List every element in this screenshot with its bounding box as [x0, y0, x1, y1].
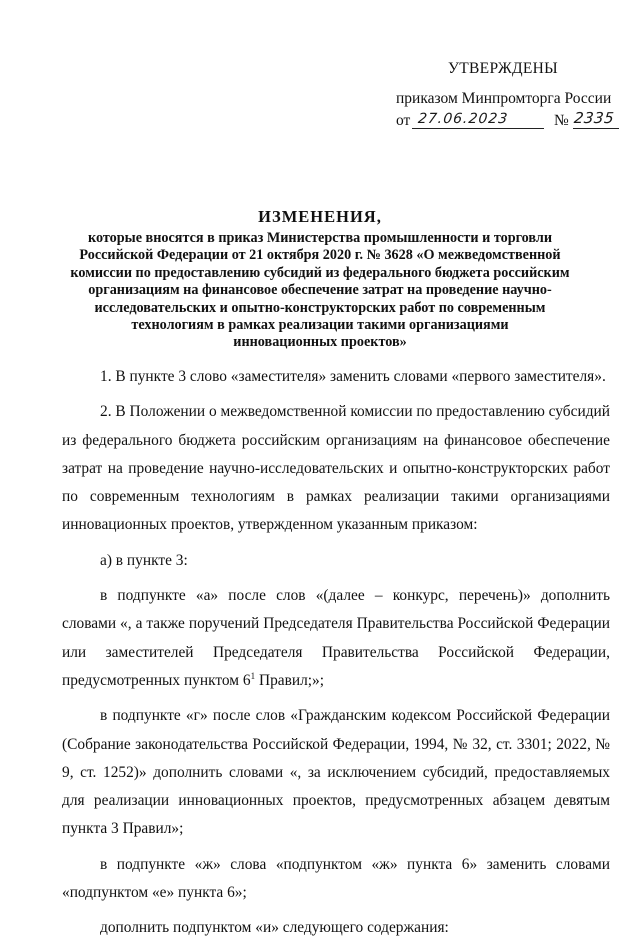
approval-number-label: № — [554, 112, 569, 129]
paragraph-subpoint-a — [62, 582, 610, 695]
approval-heading: УТВЕРЖДЕНЫ — [448, 60, 558, 77]
approval-from-label: от — [396, 112, 411, 129]
paragraph-subpoint-a-tail: Правил;»; — [255, 671, 325, 689]
subtitle-line: комиссии по предоставлению субсидий из федерального бюджета российским — [70, 264, 570, 281]
paragraph-sub-a: а) в пункте 3: — [100, 551, 188, 569]
subtitle-line: инновационных проектов» — [233, 334, 407, 351]
paragraph-item-2: 2. В Положении о межведомственной комиссии по предоставлению субсидий из федерального бюджета российским организациям на финансовое обеспечение затрат на проведение научно-исследовательских и опытно-конструкторских работ по современным технологиям в рамках реализации такими организациями инновационных проектов, утвержденном указанным приказом: — [62, 403, 610, 534]
subtitle-line: которые вносятся в приказ Министерства промышленности и торговли — [87, 230, 553, 246]
title-heading: ИЗМЕНЕНИЯ, — [258, 207, 382, 226]
paragraph-subpoint-zh: в подпункте «ж» слова «подпунктом «ж» пункта 6» заменить словами «подпунктом «е» пункта 6»; — [62, 855, 610, 902]
approval-date-number-line — [396, 110, 622, 134]
subtitle-line: технологиям в рамках реализации такими организациями — [131, 317, 509, 334]
title-subtitle — [50, 230, 590, 352]
subtitle-line: организациям на финансовое обеспечение затрат на проведение научно- — [88, 282, 552, 299]
paragraph-subpoint-i: дополнить подпунктом «и» следующего содержания: — [100, 919, 449, 937]
approval-date-handwritten: 27.06.2023 — [417, 111, 510, 127]
approval-order-line: приказом Минпромторга России — [396, 90, 612, 107]
approval-number-handwritten: 2335 — [573, 109, 616, 127]
paragraph-subpoint-g: в подпункте «г» после слов «Гражданским кодексом Российской Федерации (Собрание законодательства Российской Федерации, 1994, № 32, ст. 3301; 2022, № 9, ст. 1252)» дополнить словами «, за исключением субсидий, предоставляемых для реализации инновационных проектов, предусмотренных абзацем девятым пункта 3 Правил»; — [62, 707, 610, 838]
subtitle-line: Российской Федерации от 21 октября 2020 г. № 3628 «О межведомственной — [79, 247, 561, 264]
paragraph-item-1: 1. В пункте 3 слово «заместителя» заменить словами «первого заместителя». — [100, 368, 606, 385]
paragraph-subpoint-a-text: в подпункте «а» после слов «(далее – конкурс, перечень)» дополнить словами «, а также поручений Председателя Правительства Российской Федерации или заместителей Председателя Правительства Российской Федерации, предусмотренных пунктом 6 — [62, 587, 610, 689]
subtitle-line: исследовательских и опытно-конструкторских работ по современным — [94, 299, 546, 316]
document-title — [50, 206, 590, 352]
superscript: 1 — [250, 670, 256, 681]
document-body — [62, 363, 610, 943]
